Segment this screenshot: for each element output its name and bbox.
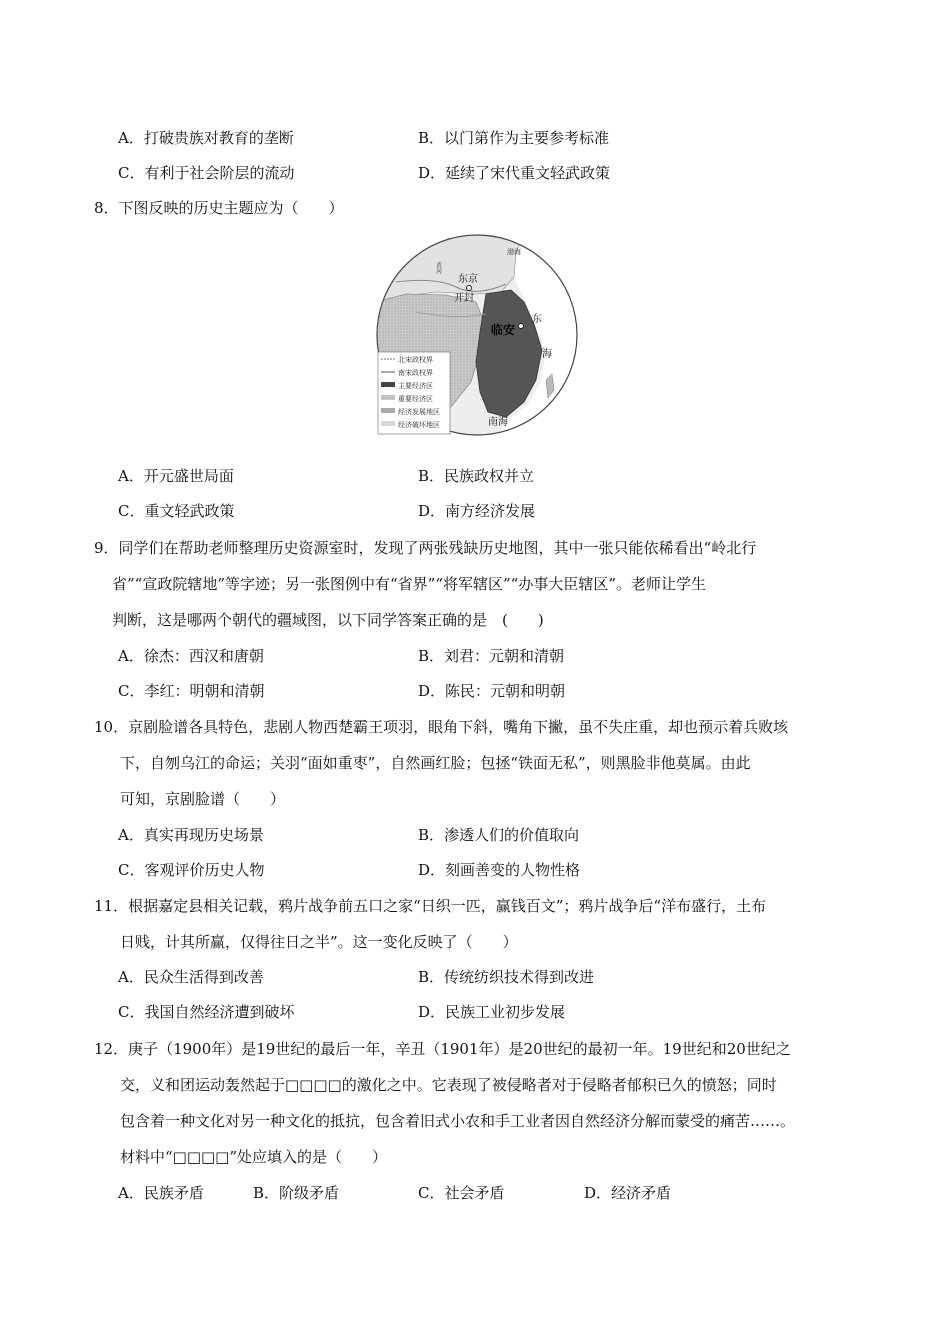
q12-option-d: D．经济矛盾	[584, 1184, 672, 1202]
q8-option-a: A．开元盛世局面	[118, 467, 234, 485]
legend-item: 经济破坏地区	[398, 421, 440, 429]
q11-stem-line-1: 11．根据嘉定县相关记载，鸦片战争前五口之家“日织一匹，赢钱百文”；鸦片战争后“洋布盛行，土布	[94, 897, 767, 915]
q11-option-a: A．民众生活得到改善	[118, 968, 264, 986]
map-label-huanghe: 黄河	[434, 262, 442, 274]
q7-option-d: D．延续了宋代重文轻武政策	[418, 164, 611, 182]
q9-option-b: B．刘君：元朝和清朝	[418, 647, 565, 665]
q12-option-a: A．民族矛盾	[118, 1184, 204, 1202]
q9-stem-line-1: 9．同学们在帮助老师整理历史资源室时，发现了两张残缺历史地图，其中一张只能依稀看出“岭北行	[94, 539, 757, 557]
map-label-dong: 东	[532, 314, 542, 325]
q12-stem-line-4: 材料中“□□□□”处应填入的是（ ）	[120, 1148, 388, 1166]
q10-option-b: B．渗透人们的价值取向	[418, 826, 580, 844]
legend-item: 北宋政权界	[398, 356, 433, 364]
map-label-dongjing: 东京	[458, 274, 478, 285]
q11-option-d: D．民族工业初步发展	[418, 1003, 566, 1021]
q10-option-c: C．客观评价历史人物	[118, 861, 265, 879]
q12-option-b: B．阶级矛盾	[253, 1184, 340, 1202]
map-label-kaifeng: 开封	[454, 293, 474, 304]
q11-stem-line-2: 日贱，计其所赢，仅得往日之半”。这一变化反映了（ ）	[120, 933, 518, 951]
historical-map	[376, 232, 578, 438]
q9-option-d: D．陈民：元朝和明朝	[418, 682, 566, 700]
q7-option-c: C．有利于社会阶层的流动	[118, 164, 295, 182]
map-legend	[378, 352, 450, 434]
q10-stem-line-1: 10．京剧脸谱各具特色，悲剧人物西楚霸王项羽，眼角下斜，嘴角下撇，虽不失庄重，却也预示着兵败垓	[94, 718, 789, 736]
q8-option-d: D．南方经济发展	[418, 502, 536, 520]
q12-option-c: C．社会矛盾	[418, 1184, 505, 1202]
q8-stem: 8．下图反映的历史主题应为（ ）	[94, 199, 344, 217]
q10-option-d: D．刻画善变的人物性格	[418, 861, 581, 879]
q9-option-c: C．李红：明朝和清朝	[118, 682, 265, 700]
q9-stem-line-2: 省”“宣政院辖地”等字迹；另一张图例中有“省界”“将军辖区”“办事大臣辖区”。老师让学生	[112, 575, 707, 593]
legend-item: 南宋政权界	[398, 369, 433, 377]
map-label-bohai: 渤海	[507, 248, 521, 256]
q11-option-b: B．传统纺织技术得到改进	[418, 968, 595, 986]
q7-option-a: A．打破贵族对教育的垄断	[118, 129, 294, 147]
q10-stem-line-3: 可知，京剧脸谱（ ）	[120, 790, 286, 808]
q12-stem-line-1: 12．庚子（1900年）是19世纪的最后一年，辛丑（1901年）是20世纪的最初一年。19世纪和20世纪之	[94, 1040, 791, 1058]
map-label-hai: 海	[542, 349, 552, 360]
legend-item: 主要经济区	[398, 382, 433, 390]
q9-stem-line-3: 判断，这是哪两个朝代的疆域图，以下同学答案正确的是 ( )	[112, 611, 544, 629]
q12-stem-line-2: 交，义和团运动轰然起于□□□□的激化之中。它表现了被侵略者对于侵略者郁积已久的愤怒；同时	[120, 1076, 777, 1094]
q10-stem-line-2: 下，自刎乌江的命运；关羽“面如重枣”，自然画红脸；包拯“铁面无私”，则黑脸非他莫属。由此	[120, 754, 751, 772]
map-label-nanhai: 南海	[488, 417, 508, 428]
q10-option-a: A．真实再现历史场景	[118, 826, 264, 844]
q9-option-a: A．徐杰：西汉和唐朝	[118, 647, 264, 665]
q8-option-c: C．重文轻武政策	[118, 502, 235, 520]
legend-item: 经济发展地区	[398, 408, 440, 416]
q7-option-b: B．以门第作为主要参考标准	[418, 129, 610, 147]
map-label-linan: 临安	[491, 323, 516, 337]
q12-stem-line-3: 包含着一种文化对另一种文化的抵抗，包含着旧式小农和手工业者因自然经济分解而蒙受的痛苦……。	[120, 1112, 796, 1130]
q11-option-c: C．我国自然经济遭到破坏	[118, 1003, 295, 1021]
legend-item: 重要经济区	[398, 395, 433, 403]
q8-option-b: B．民族政权并立	[418, 467, 535, 485]
